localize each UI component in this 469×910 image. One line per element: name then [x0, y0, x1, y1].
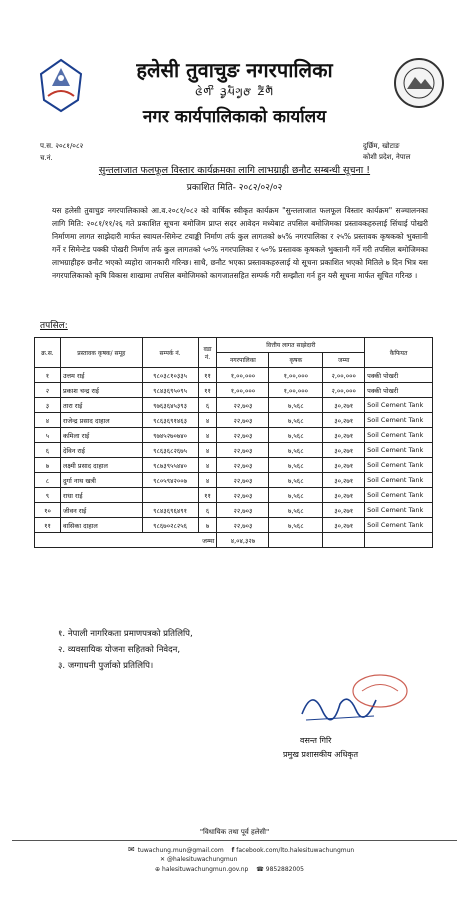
cell-sn: ८ — [35, 473, 61, 488]
cell-ward: ४ — [198, 458, 217, 473]
cell-municipality: २२,७०३ — [217, 503, 269, 518]
cell-municipality: २२,७०३ — [217, 458, 269, 473]
cell-phone: ९८४३६९६४९१ — [142, 503, 198, 518]
office-stamp-icon — [350, 672, 410, 710]
footer-email[interactable]: tuwachung.mun@gmail.com — [137, 847, 224, 854]
header-cost-group: वित्तीय लागत साझेदारी — [217, 338, 365, 353]
twitter-icon: ✕ — [160, 856, 166, 863]
beneficiary-table — [34, 337, 433, 548]
cell-farmer: ७,५६८ — [269, 443, 323, 458]
footer-divider — [12, 840, 457, 841]
cell-remarks: Soil Cement Tank — [365, 473, 433, 488]
footer-slogan: "विधायिक तथा पूर्व हलेसी" — [199, 828, 270, 836]
cell-municipality: २२,७०३ — [217, 443, 269, 458]
cell-phone: ९८६३६८२६७५ — [142, 443, 198, 458]
cell-sn: ७ — [35, 458, 61, 473]
table-row — [35, 458, 433, 473]
document-item: ३. जग्गाधनी पुर्जाको प्रतिलिपि। — [58, 661, 154, 671]
cell-sn: १० — [35, 503, 61, 518]
footer-website[interactable]: halesituwachungmun.gov.np — [162, 866, 249, 873]
cell-municipality: २२,७०३ — [217, 473, 269, 488]
cell-remarks: पक्की पोखरी — [365, 383, 433, 398]
cell-ward: ४ — [198, 428, 217, 443]
total-municipality: ४,०४,३२७ — [217, 533, 269, 548]
total-label: जम्मा — [35, 533, 217, 548]
document-item: १. नेपाली नागरिकता प्रमाणपत्रको प्रतिलिपि, — [58, 629, 193, 639]
cell-farmer: ७,५६८ — [269, 503, 323, 518]
notice-title — [0, 163, 469, 176]
cell-municipality: २२,७०३ — [217, 398, 269, 413]
cell-ward: ११ — [198, 488, 217, 503]
header-ward: वडा नं. — [198, 338, 217, 368]
cell-total: २,००,००० — [323, 383, 365, 398]
municipality-subtitle: ᤜᤧᤛᤡ ᤋᤢᤘᤠᤆᤢᤅ ᤏᤠᤛᤠ — [195, 83, 274, 99]
table-row — [35, 383, 433, 398]
cell-name: राजेन्द्र प्रसाद दाहाल — [60, 413, 142, 428]
footer-facebook[interactable]: facebook.com/lto.halesituwachungmun — [236, 847, 355, 854]
cell-phone: ९८४३६९५०९५ — [142, 383, 198, 398]
cell-municipality: १,००,००० — [217, 383, 269, 398]
cell-farmer: ७,५६८ — [269, 473, 323, 488]
cell-sn: ५ — [35, 428, 61, 443]
cell-total: ३०,२७१ — [323, 398, 365, 413]
header-total: जम्मा — [323, 353, 365, 368]
municipality-title: हलेसी तुवाचुङ नगरपालिका — [136, 58, 333, 82]
cell-name: उत्तम राई — [60, 368, 142, 383]
office-title: नगर कार्यपालिकाको कार्यालय — [142, 107, 327, 127]
cell-total: ३०,२७१ — [323, 518, 365, 533]
cell-sn: ३ — [35, 398, 61, 413]
cell-ward: ४ — [198, 473, 217, 488]
cell-ward: ४ — [198, 443, 217, 458]
facebook-icon: f — [231, 847, 235, 854]
header-farmer: कृषक — [269, 353, 323, 368]
cell-ward: ६ — [198, 503, 217, 518]
letter-number: प.स. २०८१/०८२ — [40, 142, 84, 150]
signatory-title: प्रमुख प्रशासकीय अधिकृत — [283, 750, 359, 759]
total-total — [323, 533, 365, 548]
header-municipality: नगरपालिका — [217, 353, 269, 368]
table-row — [35, 503, 433, 518]
header-name: प्रस्तावक कृषक/ समूह — [60, 338, 142, 368]
cell-remarks: Soil Cement Tank — [365, 443, 433, 458]
table-row — [35, 398, 433, 413]
footer-twitter[interactable]: @halesituwachungmun — [167, 856, 238, 863]
cell-name: प्रकाश चन्द्र राई — [60, 383, 142, 398]
cell-ward: ४ — [198, 413, 217, 428]
cell-farmer: ७,५६८ — [269, 398, 323, 413]
document-list — [58, 626, 193, 674]
total-farmer — [269, 533, 323, 548]
cell-phone: ९८६७०२८२५६ — [142, 518, 198, 533]
cell-remarks: Soil Cement Tank — [365, 488, 433, 503]
cell-name: वासिका दाहाल — [60, 518, 142, 533]
signatory-name: वसन्त गिरि — [300, 736, 332, 745]
header-remarks: कैफियत — [365, 338, 433, 368]
cell-remarks: Soil Cement Tank — [365, 458, 433, 473]
cell-farmer: ७,५६८ — [269, 488, 323, 503]
cell-remarks: Soil Cement Tank — [365, 503, 433, 518]
phone-icon: ☎ — [256, 866, 264, 873]
cell-total: ३०,२७१ — [323, 473, 365, 488]
cell-farmer: ७,५६८ — [269, 518, 323, 533]
header-phone: सम्पर्क नं. — [142, 338, 198, 368]
cell-municipality: २२,७०३ — [217, 413, 269, 428]
document-item: २. व्यवसायिक योजना सहितको निवेदन, — [58, 645, 181, 655]
notice-title-text: सुन्तलाजात फलफूल विस्तार कार्यक्रमका लागि लाभग्राही छनौट सम्बन्धी सूचना ! — [98, 165, 371, 176]
publish-date: प्रकाशित मिति- २०८२/०२/०२ — [186, 183, 283, 193]
cell-sn: ६ — [35, 443, 61, 458]
table-row — [35, 488, 433, 503]
notice-body: यस हलेसी तुवाचुङ नगरपालिकाको आ.व.२०८१/०८२ को वार्षिक स्वीकृत कार्यक्रम "सुन्तलाजात फलफूल विस्तार कार्यक्रम" सञ्चालनका लागि मिति: २०८१/११/२६ गते प्रकाशित सूचना बमोजिम प्राप्त सदर आवेदन मध्येबाट तपसिल बमोजिमका प्रस्तावकहरुलाई सिंचाई पोखरी निर्माणमा लागत साझेदारी मार्फत स्वायल-सिमेन्ट टयाङ्की निर्माण तर्फ कुल लागतको ७५% नगरपालिका र २५% प्रस्तावक कृषकको भुक्तानी गर्ने र सिमेन्टेड पक्की पोखरी निर्माण तर्फ कुल लागतको ५०% नगरपालिका र ५०% प्रस्तावक कृषकले भुक्तानी गर्ने गरी तपसिल बमोजिमका लाभग्राहीहरु छनौट भएको व्यहोरा जानकारी गरिन्छ। साथै, छनौट भएका प्रस्तावकहरुलाई यो सूचना प्रकाशित भएको मितिले ७ दिन भित्र यस नगरपालिकाको कृषि विकास शाखामा तपसिल बमोजिमको कागजातसहित सम्पर्क गरी सम्झौता गर्न हुन यसै सूचना मार्फत सूचित गरिन्छ । — [52, 206, 428, 280]
cell-municipality: २२,७०३ — [217, 488, 269, 503]
cell-name: देविन राई — [60, 443, 142, 458]
dispatch-number: च.नं. — [40, 154, 53, 162]
cell-remarks: Soil Cement Tank — [365, 428, 433, 443]
cell-farmer: ७,५६८ — [269, 428, 323, 443]
cell-ward: ६ — [198, 398, 217, 413]
cell-remarks: Soil Cement Tank — [365, 398, 433, 413]
cell-sn: २ — [35, 383, 61, 398]
cell-total: ३०,२७१ — [323, 488, 365, 503]
cell-municipality: २२,७०३ — [217, 518, 269, 533]
cell-remarks: पक्की पोखरी — [365, 368, 433, 383]
cell-total: ३०,२७१ — [323, 443, 365, 458]
cell-name: कमिला राई — [60, 428, 142, 443]
cell-farmer: ७,५६८ — [269, 413, 323, 428]
cell-name: राधा राई — [60, 488, 142, 503]
cell-total: ३०,२७१ — [323, 428, 365, 443]
total-remarks — [365, 533, 433, 548]
cell-phone: ९८०५९४२००७ — [142, 473, 198, 488]
table-row — [35, 443, 433, 458]
table-row — [35, 473, 433, 488]
location-line2: कोशी प्रदेश, नेपाल — [363, 153, 411, 161]
cell-remarks: Soil Cement Tank — [365, 413, 433, 428]
cell-phone: ९७४५२७०७४० — [142, 428, 198, 443]
footer-email-row — [128, 845, 354, 854]
cell-sn: ११ — [35, 518, 61, 533]
footer-phone[interactable]: 9852882005 — [265, 866, 304, 873]
globe-icon: ⊕ — [155, 866, 161, 873]
cell-name: दुर्गा नाथ खत्री — [60, 473, 142, 488]
cell-sn: ४ — [35, 413, 61, 428]
footer-social-row — [160, 856, 237, 863]
cell-ward: ११ — [198, 368, 217, 383]
table-row — [35, 368, 433, 383]
cell-phone — [142, 488, 198, 503]
cell-phone: ९७६३६४५३९३ — [142, 398, 198, 413]
table-row — [35, 413, 433, 428]
email-icon: ✉ — [128, 845, 135, 854]
table-total-row — [35, 533, 433, 548]
cell-total: ३०,२७१ — [323, 503, 365, 518]
cell-name: लक्ष्मी प्रसाद दाहाल — [60, 458, 142, 473]
cell-farmer: १,००,००० — [269, 368, 323, 383]
cell-total: ३०,२७१ — [323, 458, 365, 473]
footer-web-row — [155, 866, 304, 873]
cell-total: ३०,२७१ — [323, 413, 365, 428]
table-row — [35, 428, 433, 443]
cell-farmer: १,००,००० — [269, 383, 323, 398]
cell-name: जीवन राई — [60, 503, 142, 518]
cell-ward: ७ — [198, 518, 217, 533]
cell-phone: ९८७३९५५४४० — [142, 458, 198, 473]
header-sn: क्र.स. — [35, 338, 61, 368]
cell-sn: १ — [35, 368, 61, 383]
cell-municipality: २२,७०३ — [217, 428, 269, 443]
cell-phone: ९८६३६९१४६३ — [142, 413, 198, 428]
cell-remarks: Soil Cement Tank — [365, 518, 433, 533]
cell-sn: ९ — [35, 488, 61, 503]
cell-total: २,००,००० — [323, 368, 365, 383]
location-line1: दुर्छिम, खोटाङ — [363, 142, 400, 150]
cell-ward: ११ — [198, 383, 217, 398]
cell-municipality: १,००,००० — [217, 368, 269, 383]
cell-farmer: ७,५६८ — [269, 458, 323, 473]
tapasil-label: तपसिल: — [40, 321, 68, 331]
cell-name: तारा राई — [60, 398, 142, 413]
cell-phone: ९८०३८१०३३५ — [142, 368, 198, 383]
table-row — [35, 518, 433, 533]
